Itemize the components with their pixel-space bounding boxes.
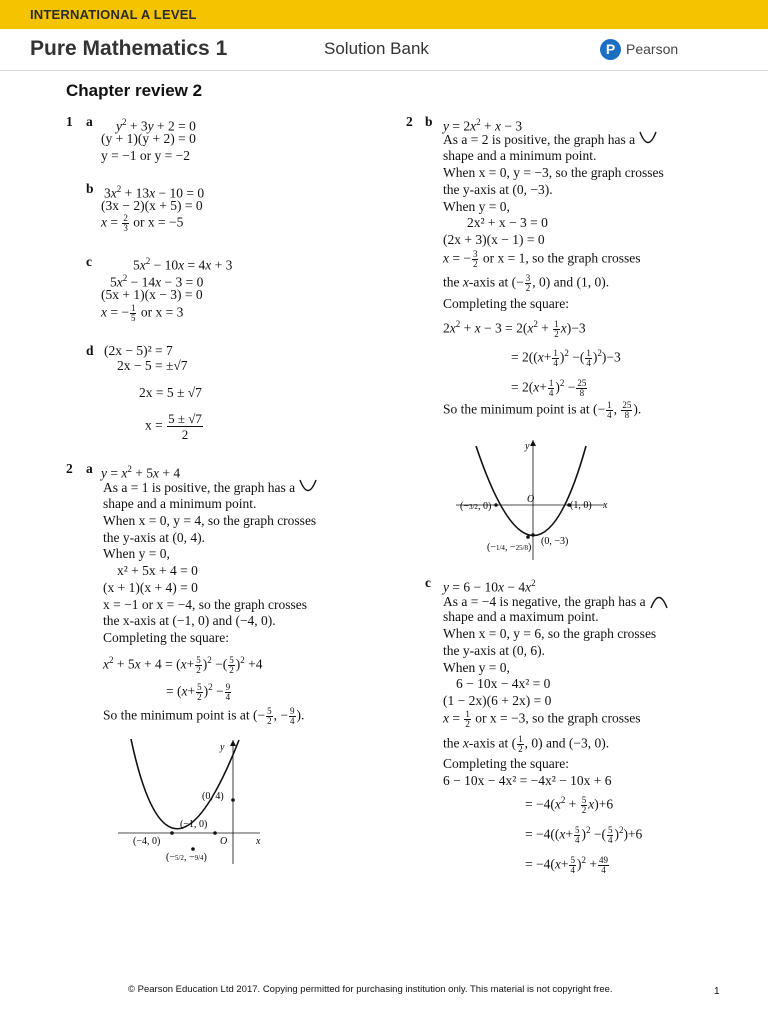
root-point bbox=[213, 831, 217, 835]
q2c-line1: As a = −4 is negative, the graph has a bbox=[443, 593, 669, 610]
point-label-1-0: (1, 0) bbox=[570, 500, 592, 511]
q1d-numerator: 5 ± √7 bbox=[168, 411, 202, 426]
q2c-line8: x = $\frac{1}{2}$ or x = −3, so the graph crosses bbox=[443, 709, 641, 729]
question-number: 2 bbox=[66, 461, 73, 476]
point-label-0-neg3: (0, −3) bbox=[541, 536, 569, 547]
root-point bbox=[170, 831, 174, 835]
q2a-line0: $y = x^2 + 5x + 4$ bbox=[101, 464, 181, 481]
q2c-line6: 6 − 10x − 4x² = 0 bbox=[456, 676, 551, 691]
question-number: 1 bbox=[66, 114, 73, 129]
q1c-or-text: or x = 3 bbox=[140, 304, 184, 320]
q1d-x-label: x = bbox=[145, 417, 163, 433]
q1c-line4: x = − $\frac{1}{5}$ or x = 3 bbox=[101, 303, 184, 323]
q1d-denominator: 2 bbox=[181, 427, 189, 442]
chapter-title: Chapter review 2 bbox=[66, 81, 203, 100]
q2a-line2: shape and a minimum point. bbox=[103, 496, 257, 511]
q2a-line10: Completing the square: bbox=[103, 630, 229, 645]
point-label-neg1-0: (−1, 0) bbox=[180, 819, 208, 830]
x-axis-label: x bbox=[256, 836, 261, 847]
q1c-line1: $5x^2 - 10x = 4x + 3$ bbox=[133, 256, 233, 273]
vertex-point bbox=[191, 847, 195, 851]
q2a-line7: (x + 1)(x + 4) = 0 bbox=[103, 580, 198, 595]
q2a-line12: = (x+ $\frac{5}{2}$ )$^2$ − $\frac{9}{4}$ bbox=[166, 681, 231, 702]
q2b-line5: When y = 0, bbox=[443, 199, 510, 214]
origin-label: O bbox=[527, 494, 535, 505]
q2b-line1: As a = 2 is positive, the graph has a bbox=[443, 131, 658, 148]
q2b-line13: = 2(x+ $\frac{1}{4}$ )$^2$ − $\frac{25}{8}$ bbox=[511, 377, 587, 398]
u-shape-icon bbox=[638, 131, 658, 147]
q2b-line14: So the minimum point is at (− $\frac{1}{4}$ , $\frac{25}{8}$ ). bbox=[443, 400, 642, 420]
q2c-line12: = $-4(x^2$ + $\frac{5}{2}$ x)+6 bbox=[525, 794, 614, 815]
pearson-logo bbox=[600, 38, 680, 62]
q2b-line7: (2x + 3)(x − 1) = 0 bbox=[443, 232, 545, 247]
q2a-line4: the y-axis at (0, 4). bbox=[103, 530, 205, 545]
q2c-line4: the y-axis at (0, 6). bbox=[443, 643, 545, 658]
q2b-line0: $y = 2x^2 + x - 3$ bbox=[443, 117, 523, 134]
part-label: a bbox=[86, 461, 93, 476]
point-label-neg3-2-0: (−3/2, 0) bbox=[460, 501, 492, 512]
q2a-line1: As a = 1 is positive, the graph has a bbox=[103, 479, 318, 496]
y-axis-arrow-icon bbox=[530, 440, 536, 446]
graph-2a bbox=[118, 736, 268, 872]
copyright-footer: © Pearson Education Ltd 2017. Copying permitted for purchasing institution only. This material is not copyright free. bbox=[128, 984, 613, 995]
q1c-line3: (5x + 1)(x − 3) = 0 bbox=[101, 287, 203, 302]
point-label-neg4-0: (−4, 0) bbox=[133, 836, 161, 847]
q2b-line3: When x = 0, y = −3, so the graph crosses bbox=[443, 165, 664, 180]
graph-2b bbox=[456, 432, 616, 562]
x-axis-label: x bbox=[603, 500, 608, 511]
q2b-line4: the y-axis at (0, −3). bbox=[443, 182, 553, 197]
solution-bank-label: Solution Bank bbox=[324, 39, 429, 58]
q1d-line4 bbox=[145, 411, 204, 442]
q2b-line2: shape and a minimum point. bbox=[443, 148, 597, 163]
q1d-line1: (2x − 5)² = 7 bbox=[104, 343, 173, 358]
q2b-line8: x = − $\frac{3}{2}$ or x = 1, so the graph crosses bbox=[443, 249, 641, 269]
q2b-line10: Completing the square: bbox=[443, 296, 569, 311]
q1d-line3: 2x = 5 ± √7 bbox=[139, 385, 202, 400]
vertex-label: (−1/4, −25/8) bbox=[487, 542, 532, 553]
u-shape-icon bbox=[298, 479, 318, 495]
q1b-line1: $3x^2 + 13x - 10 = 0$ bbox=[104, 184, 205, 201]
part-label: d bbox=[86, 343, 94, 358]
q2c-line3: When x = 0, y = 6, so the graph crosses bbox=[443, 626, 657, 641]
q2c-line14: = −4(x+ $\frac{5}{4}$ )$^2$ + $\frac{49}{4}$ bbox=[525, 854, 608, 875]
intercept-point bbox=[531, 533, 535, 537]
q2c-line13: = −4((x+ $\frac{5}{4}$ )$^2$ −( $\frac{5}{4}$ )$^2$)+6 bbox=[525, 824, 643, 845]
part-label: b bbox=[425, 114, 433, 129]
part-label: c bbox=[425, 575, 431, 590]
q2c-line11: 6 − 10x − 4x² = −4x² − 10x + 6 bbox=[443, 773, 612, 788]
q2c-line7: (1 − 2x)(6 + 2x) = 0 bbox=[443, 693, 552, 708]
series-label: INTERNATIONAL A LEVEL bbox=[30, 7, 197, 22]
q2c-line9: the x-axis at ( $\frac{1}{2}$ , 0) and (−3, 0). bbox=[443, 734, 610, 754]
q1d-line2: 2x − 5 = ±√7 bbox=[117, 358, 188, 373]
q1c-line2: $5x^2 - 14x - 3 = 0$ bbox=[110, 273, 204, 290]
q1b-line3: x = $\frac{2}{3}$ or x = −5 bbox=[101, 213, 184, 233]
question-number: 2 bbox=[406, 114, 413, 129]
point-label-0-4: (0, 4) bbox=[202, 791, 224, 802]
q2a-line3: When x = 0, y = 4, so the graph crosses bbox=[103, 513, 317, 528]
q2b-line6: 2x² + x − 3 = 0 bbox=[467, 215, 548, 230]
q2c-line10: Completing the square: bbox=[443, 756, 569, 771]
q1a-line2: (y + 1)(y + 2) = 0 bbox=[101, 131, 196, 146]
root-point bbox=[494, 503, 498, 507]
q2b-line12: = 2((x+ $\frac{1}{4}$ )$^2$ −( $\frac{1}{4}$ )$^2$)−3 bbox=[511, 347, 621, 368]
q2c-line0: $y = 6 - 10x - 4x^2$ bbox=[443, 578, 536, 595]
q2a-line5: When y = 0, bbox=[103, 546, 170, 561]
part-label: a bbox=[86, 114, 93, 129]
q2a-line6: x² + 5x + 4 = 0 bbox=[117, 563, 198, 578]
page-number: 1 bbox=[714, 986, 720, 997]
pearson-logo-icon: P bbox=[600, 39, 621, 60]
q2a-line13: So the minimum point is at (− $\frac{5}{2}$ , − $\frac{9}{4}$ ). bbox=[103, 706, 305, 726]
q1b-or-text: or x = −5 bbox=[133, 214, 184, 230]
q1b-line2: (3x − 2)(x + 5) = 0 bbox=[101, 198, 203, 213]
vertex-point bbox=[526, 535, 530, 539]
q1a-line1: $y^2 + 3y + 2 = 0$ bbox=[116, 117, 196, 134]
q1a-line3: y = −1 or y = −2 bbox=[101, 148, 190, 163]
q2a-line11: $x^2 + 5x + 4 = (x+$ $\frac{5}{2}$ )$^2$ −( $\frac{5}{2}$ )$^2$ +4 bbox=[103, 654, 263, 675]
cap-shape-icon bbox=[649, 593, 669, 609]
q2a-line8: x = −1 or x = −4, so the graph crosses bbox=[103, 597, 308, 612]
book-title: Pure Mathematics 1 bbox=[30, 37, 228, 60]
vertex-label: (−5/2, −9/4) bbox=[166, 852, 207, 863]
y-axis-arrow-icon bbox=[230, 740, 236, 746]
pearson-logo-text: Pearson bbox=[626, 41, 679, 57]
y-axis-label: y bbox=[525, 441, 530, 452]
y-axis-label: y bbox=[220, 742, 225, 753]
parabola-curve bbox=[476, 446, 586, 536]
q2c-line5: When y = 0, bbox=[443, 660, 510, 675]
part-label: c bbox=[86, 254, 92, 269]
part-label: b bbox=[86, 181, 94, 196]
q2a-line9: the x-axis at (−1, 0) and (−4, 0). bbox=[103, 613, 276, 628]
q2b-line11: $2x^2 + x - 3 = 2(x^2$ + $\frac{1}{2}$ x)−3 bbox=[443, 318, 586, 339]
header-divider bbox=[0, 70, 768, 71]
intercept-point bbox=[231, 798, 235, 802]
origin-label: O bbox=[220, 836, 228, 847]
q2b-line9: the x-axis at (− $\frac{3}{2}$ , 0) and (1, 0). bbox=[443, 273, 610, 293]
q2c-line2: shape and a maximum point. bbox=[443, 609, 599, 624]
